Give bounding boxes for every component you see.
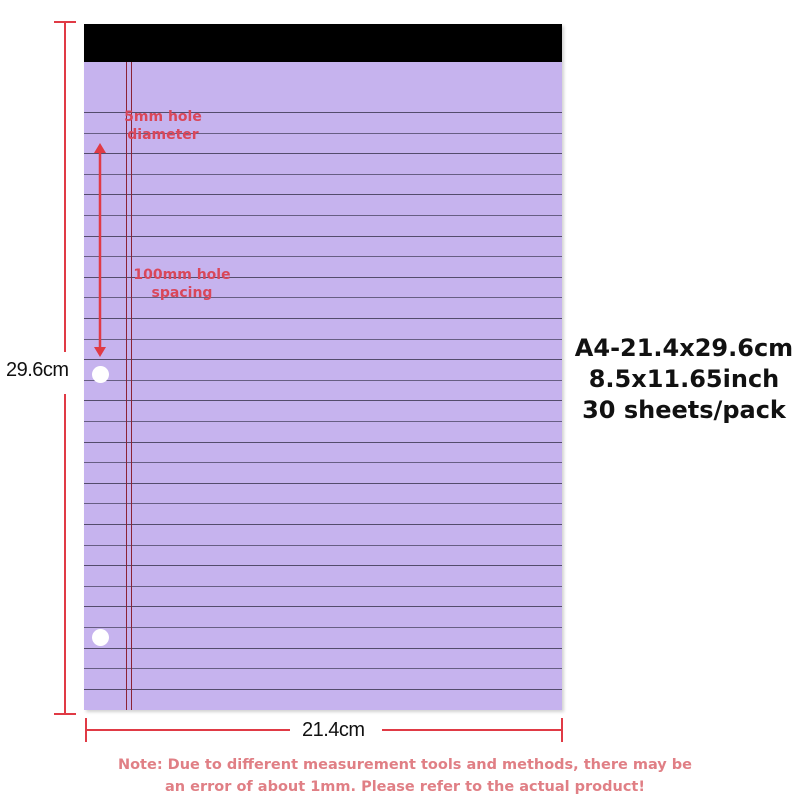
measurement-note-line2: an error of about 1mm. Please refer to the actual product! (165, 779, 645, 795)
hole-diameter-label (116, 108, 210, 144)
hole-spacing-label-line2: spacing (151, 285, 213, 301)
hole-diameter-label-line2: diameter (127, 127, 199, 143)
width-dimension-label: 21.4cm (298, 719, 369, 742)
spec-inches: 8.5x11.65inch (588, 365, 780, 393)
spec-size: A4-21.4x29.6cm (574, 334, 794, 362)
height-dimension-label: 29.6cm (6, 359, 69, 381)
hole-spacing-label (128, 266, 236, 302)
hole-diameter-label-line1: 5mm hole (124, 109, 202, 125)
product-specs (570, 333, 798, 426)
measurement-note-line1: Note: Due to different measurement tools and methods, there may be (117, 757, 693, 773)
hole-spacing-label-line1: 100mm hole (133, 267, 231, 283)
spec-sheet-count: 30 sheets/pack (582, 396, 786, 424)
measurement-note (60, 754, 750, 798)
